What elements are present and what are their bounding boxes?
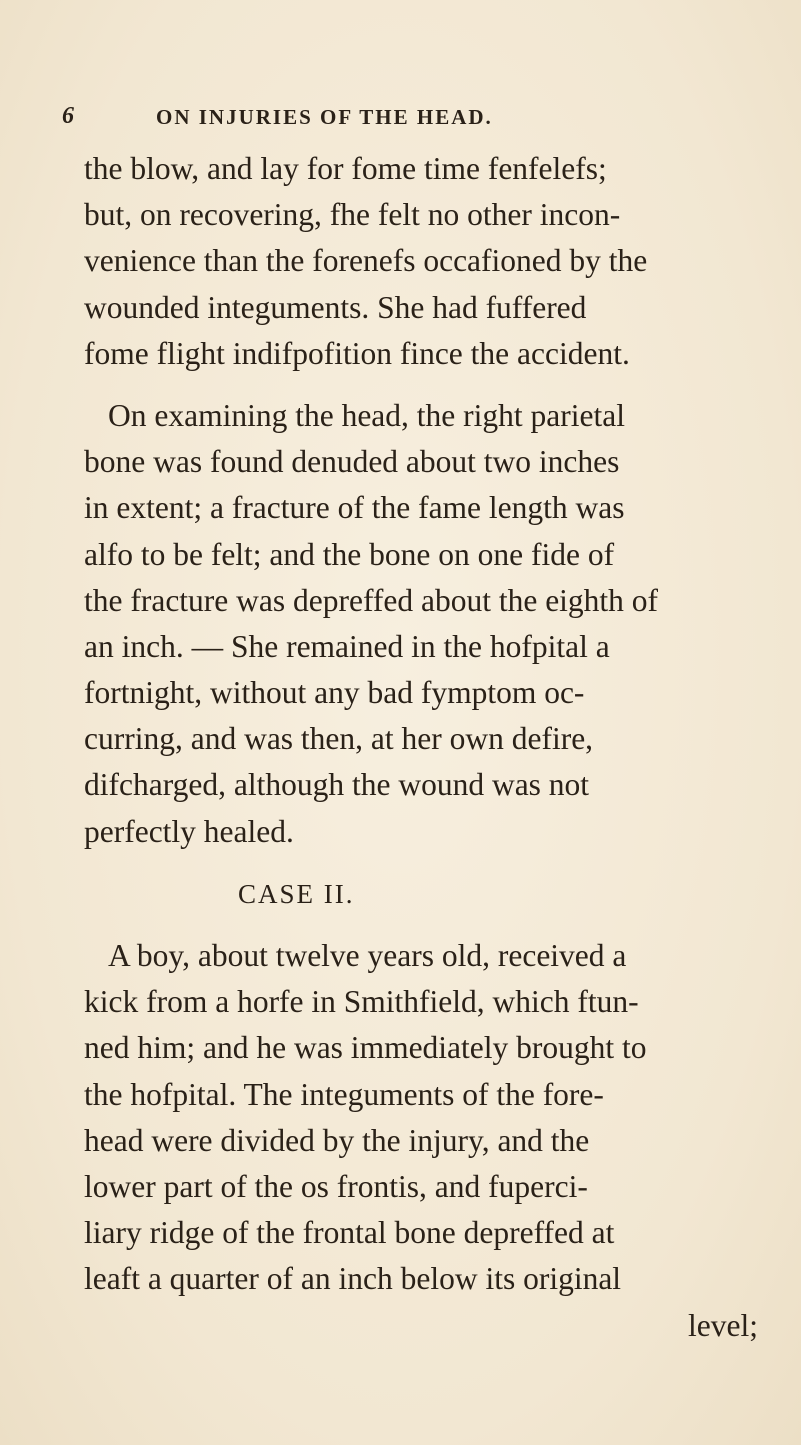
text-line: the blow, and lay for fome time fenfelefs; — [84, 151, 607, 186]
case-heading: CASE II. — [238, 878, 355, 909]
text-line: the fracture was depreffed about the eighth of — [84, 582, 659, 618]
text-line: On examining the head, the right parietal — [108, 397, 625, 433]
text-line: curring, and was then, at her own defire, — [84, 721, 594, 757]
paragraph-gap — [84, 855, 764, 871]
text-line: perfectly healed. — [84, 813, 294, 849]
text-line: kick from a horfe in Smithfield, which ftun- — [84, 984, 639, 1020]
text-line: difcharged, although the wound was not — [84, 767, 590, 803]
text-line: in extent; a fracture of the fame length was — [84, 490, 625, 526]
text-line: but, on recovering, fhe felt no other incon- — [84, 197, 621, 233]
text-line: fortnight, without any bad fymptom oc- — [84, 675, 585, 711]
text-line: an inch. — She remained in the hofpital a — [84, 628, 610, 664]
catchword: level; — [688, 1307, 758, 1343]
text-line: lower part of the os frontis, and fuperci- — [84, 1168, 588, 1204]
text-line: the hofpital. The integuments of the fore- — [84, 1076, 604, 1112]
text-line: ned him; and he was immediately brought to — [84, 1030, 647, 1066]
running-head-title: ON INJURIES OF THE HEAD. — [156, 105, 493, 129]
text-line: wounded integuments. She had fuffered — [84, 289, 587, 325]
text-line: bone was found denuded about two inches — [84, 444, 620, 480]
paragraph-gap — [84, 377, 764, 393]
paragraph-1 — [84, 146, 764, 377]
text-line: head were divided by the injury, and the — [84, 1122, 590, 1158]
text-line: alfo to be felt; and the bone on one fide of — [84, 536, 615, 572]
paragraph-gap — [84, 917, 764, 933]
text-line: leaft a quarter of an inch below its original — [84, 1261, 622, 1297]
text-line: fome flight indifpofition fince the accident. — [84, 335, 630, 371]
running-head — [62, 103, 762, 135]
body-text — [84, 146, 764, 1349]
text-line: liary ridge of the frontal bone depreffed at — [84, 1215, 615, 1251]
paragraph-3 — [84, 933, 764, 1303]
page-number: 6 — [62, 103, 76, 129]
paragraph-2 — [84, 393, 764, 855]
text-line: A boy, about twelve years old, received a — [108, 938, 627, 973]
text-line: venience than the forenefs occafioned by the — [84, 243, 648, 279]
